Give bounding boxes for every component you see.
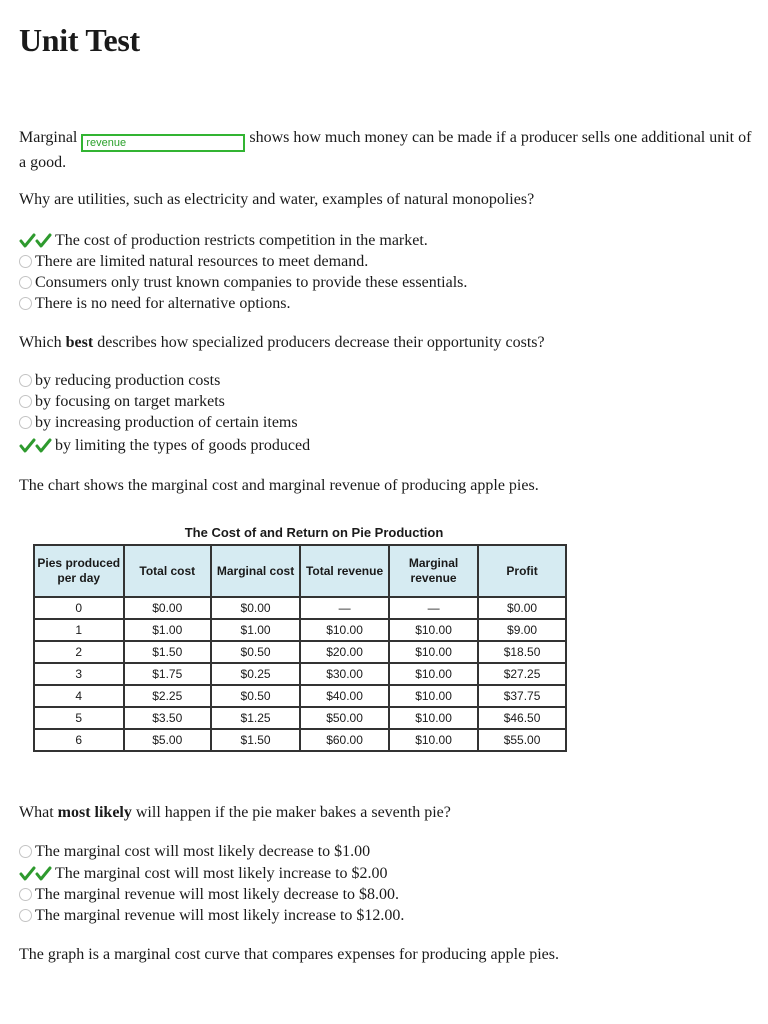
- question-2-prompt: Why are utilities, such as electricity and water, examples of natural monopolies?: [19, 191, 535, 208]
- q2-option-3-label: Consumers only trust known companies to provide these essentials.: [35, 274, 468, 291]
- table-cell: 2: [34, 641, 124, 663]
- q4-option-1-label: The marginal cost will most likely decrease to $1.00: [35, 843, 371, 860]
- table-cell: $0.00: [478, 597, 566, 619]
- page-title: Unit Test: [19, 22, 140, 58]
- table-row: [34, 597, 566, 619]
- table-cell: $1.25: [211, 707, 300, 729]
- table-header-row: [34, 545, 566, 597]
- q3-option-4[interactable]: [19, 433, 310, 458]
- table-cell: $10.00: [389, 729, 478, 751]
- table-cell: $0.50: [211, 641, 300, 663]
- table-cell: $18.50: [478, 641, 566, 663]
- radio-button[interactable]: [19, 416, 32, 429]
- table-cell: $60.00: [300, 729, 389, 751]
- col-header-total-cost: Total cost: [124, 545, 211, 597]
- table-cell: $30.00: [300, 663, 389, 685]
- radio-button[interactable]: [19, 374, 32, 387]
- question-4-options: [19, 840, 404, 926]
- radio-button[interactable]: [19, 845, 32, 858]
- q3-prompt-start: Which: [19, 334, 66, 351]
- table-cell: $0.50: [211, 685, 300, 707]
- table-cell: $2.25: [124, 685, 211, 707]
- table-row: [34, 641, 566, 663]
- table-cell: $55.00: [478, 729, 566, 751]
- table-cell: —: [389, 597, 478, 619]
- pie-production-table-container: [33, 525, 567, 752]
- q1-text-before: Marginal: [19, 129, 78, 146]
- table-cell: $10.00: [389, 685, 478, 707]
- q2-option-4[interactable]: [19, 293, 467, 314]
- table-cell: $5.00: [124, 729, 211, 751]
- q3-option-1-label: by reducing production costs: [35, 372, 221, 389]
- col-header-marginal-revenue: Marginal revenue: [389, 545, 478, 597]
- radio-button[interactable]: [19, 909, 32, 922]
- table-cell: 5: [34, 707, 124, 729]
- col-header-pies: Pies produced per day: [34, 545, 124, 597]
- table-row: [34, 619, 566, 641]
- table-cell: —: [300, 597, 389, 619]
- table-cell: $1.50: [124, 641, 211, 663]
- radio-button[interactable]: [19, 276, 32, 289]
- correct-checkmark-icon: [19, 233, 55, 249]
- radio-button[interactable]: [19, 395, 32, 408]
- table-cell: $10.00: [389, 641, 478, 663]
- q4-prompt-bold: most likely: [57, 804, 132, 821]
- pie-production-table: [33, 544, 567, 752]
- table-cell: 3: [34, 663, 124, 685]
- q4-option-3-label: The marginal revenue will most likely decrease to $8.00.: [35, 886, 400, 903]
- q4-prompt-end: will happen if the pie maker bakes a seventh pie?: [131, 804, 451, 821]
- table-cell: $10.00: [389, 707, 478, 729]
- table-cell: $37.75: [478, 685, 566, 707]
- q2-option-1[interactable]: [19, 230, 467, 251]
- question-1: [19, 127, 754, 174]
- radio-button[interactable]: [19, 255, 32, 268]
- col-header-total-revenue: Total revenue: [300, 545, 389, 597]
- table-cell: $1.00: [211, 619, 300, 641]
- table-cell: $46.50: [478, 707, 566, 729]
- table-cell: 6: [34, 729, 124, 751]
- q4-option-3[interactable]: [19, 884, 404, 905]
- table-cell: 1: [34, 619, 124, 641]
- correct-checkmark-icon: [19, 866, 55, 882]
- correct-checkmark-icon: [19, 438, 55, 454]
- table-cell: $9.00: [478, 619, 566, 641]
- table-cell: $50.00: [300, 707, 389, 729]
- q3-option-4-label: by limiting the types of goods produced: [55, 437, 311, 454]
- q2-option-2[interactable]: [19, 251, 467, 272]
- col-header-marginal-cost: Marginal cost: [211, 545, 300, 597]
- table-cell: 4: [34, 685, 124, 707]
- q3-option-2[interactable]: [19, 391, 310, 412]
- q3-option-3[interactable]: [19, 412, 310, 433]
- table-cell: $27.25: [478, 663, 566, 685]
- table-caption: The Cost of and Return on Pie Production: [184, 525, 444, 540]
- q4-option-1[interactable]: [19, 840, 404, 863]
- table-cell: $1.50: [211, 729, 300, 751]
- table-cell: $0.00: [211, 597, 300, 619]
- table-cell: $0.25: [211, 663, 300, 685]
- table-row: [34, 707, 566, 729]
- table-cell: $3.50: [124, 707, 211, 729]
- table-row: [34, 663, 566, 685]
- table-cell: $10.00: [389, 663, 478, 685]
- q4-option-2[interactable]: [19, 863, 404, 884]
- q2-option-1-label: The cost of production restricts competition in the market.: [55, 232, 428, 249]
- question-4-prompt: [19, 802, 451, 824]
- graph-intro-text: The graph is a marginal cost curve that compares expenses for producing apple pies.: [19, 946, 559, 963]
- q4-option-2-label: The marginal cost will most likely increase to $2.00: [55, 865, 388, 882]
- table-cell: $0.00: [124, 597, 211, 619]
- q3-prompt-end: describes how specialized producers decrease their opportunity costs?: [93, 334, 545, 351]
- question-3-prompt: [19, 332, 545, 354]
- q4-option-4[interactable]: [19, 905, 404, 926]
- radio-button[interactable]: [19, 888, 32, 901]
- table-cell: $40.00: [300, 685, 389, 707]
- q3-prompt-bold: best: [65, 334, 94, 351]
- answer-blank-input[interactable]: revenue: [81, 134, 245, 152]
- q2-option-3[interactable]: [19, 272, 467, 293]
- table-row: [34, 685, 566, 707]
- table-row: [34, 729, 566, 751]
- table-cell: $20.00: [300, 641, 389, 663]
- radio-button[interactable]: [19, 297, 32, 310]
- table-cell: $1.75: [124, 663, 211, 685]
- chart-intro-text: The chart shows the marginal cost and marginal revenue of producing apple pies.: [19, 477, 539, 494]
- table-cell: $1.00: [124, 619, 211, 641]
- q4-option-4-label: The marginal revenue will most likely increase to $12.00.: [35, 907, 405, 924]
- q3-option-2-label: by focusing on target markets: [35, 393, 225, 410]
- table-cell: $10.00: [389, 619, 478, 641]
- table-cell: $10.00: [300, 619, 389, 641]
- q3-option-1[interactable]: [19, 370, 310, 391]
- q2-option-4-label: There is no need for alternative options.: [35, 295, 291, 312]
- col-header-profit: Profit: [478, 545, 566, 597]
- table-cell: 0: [34, 597, 124, 619]
- question-2-options: [19, 230, 467, 314]
- q3-option-3-label: by increasing production of certain items: [35, 414, 298, 431]
- question-3-options: [19, 370, 310, 458]
- q4-prompt-start: What: [19, 804, 58, 821]
- q2-option-2-label: There are limited natural resources to meet demand.: [35, 253, 369, 270]
- q1-text-after: shows how much money can be made if a producer sells one additional unit of a good.: [19, 129, 752, 171]
